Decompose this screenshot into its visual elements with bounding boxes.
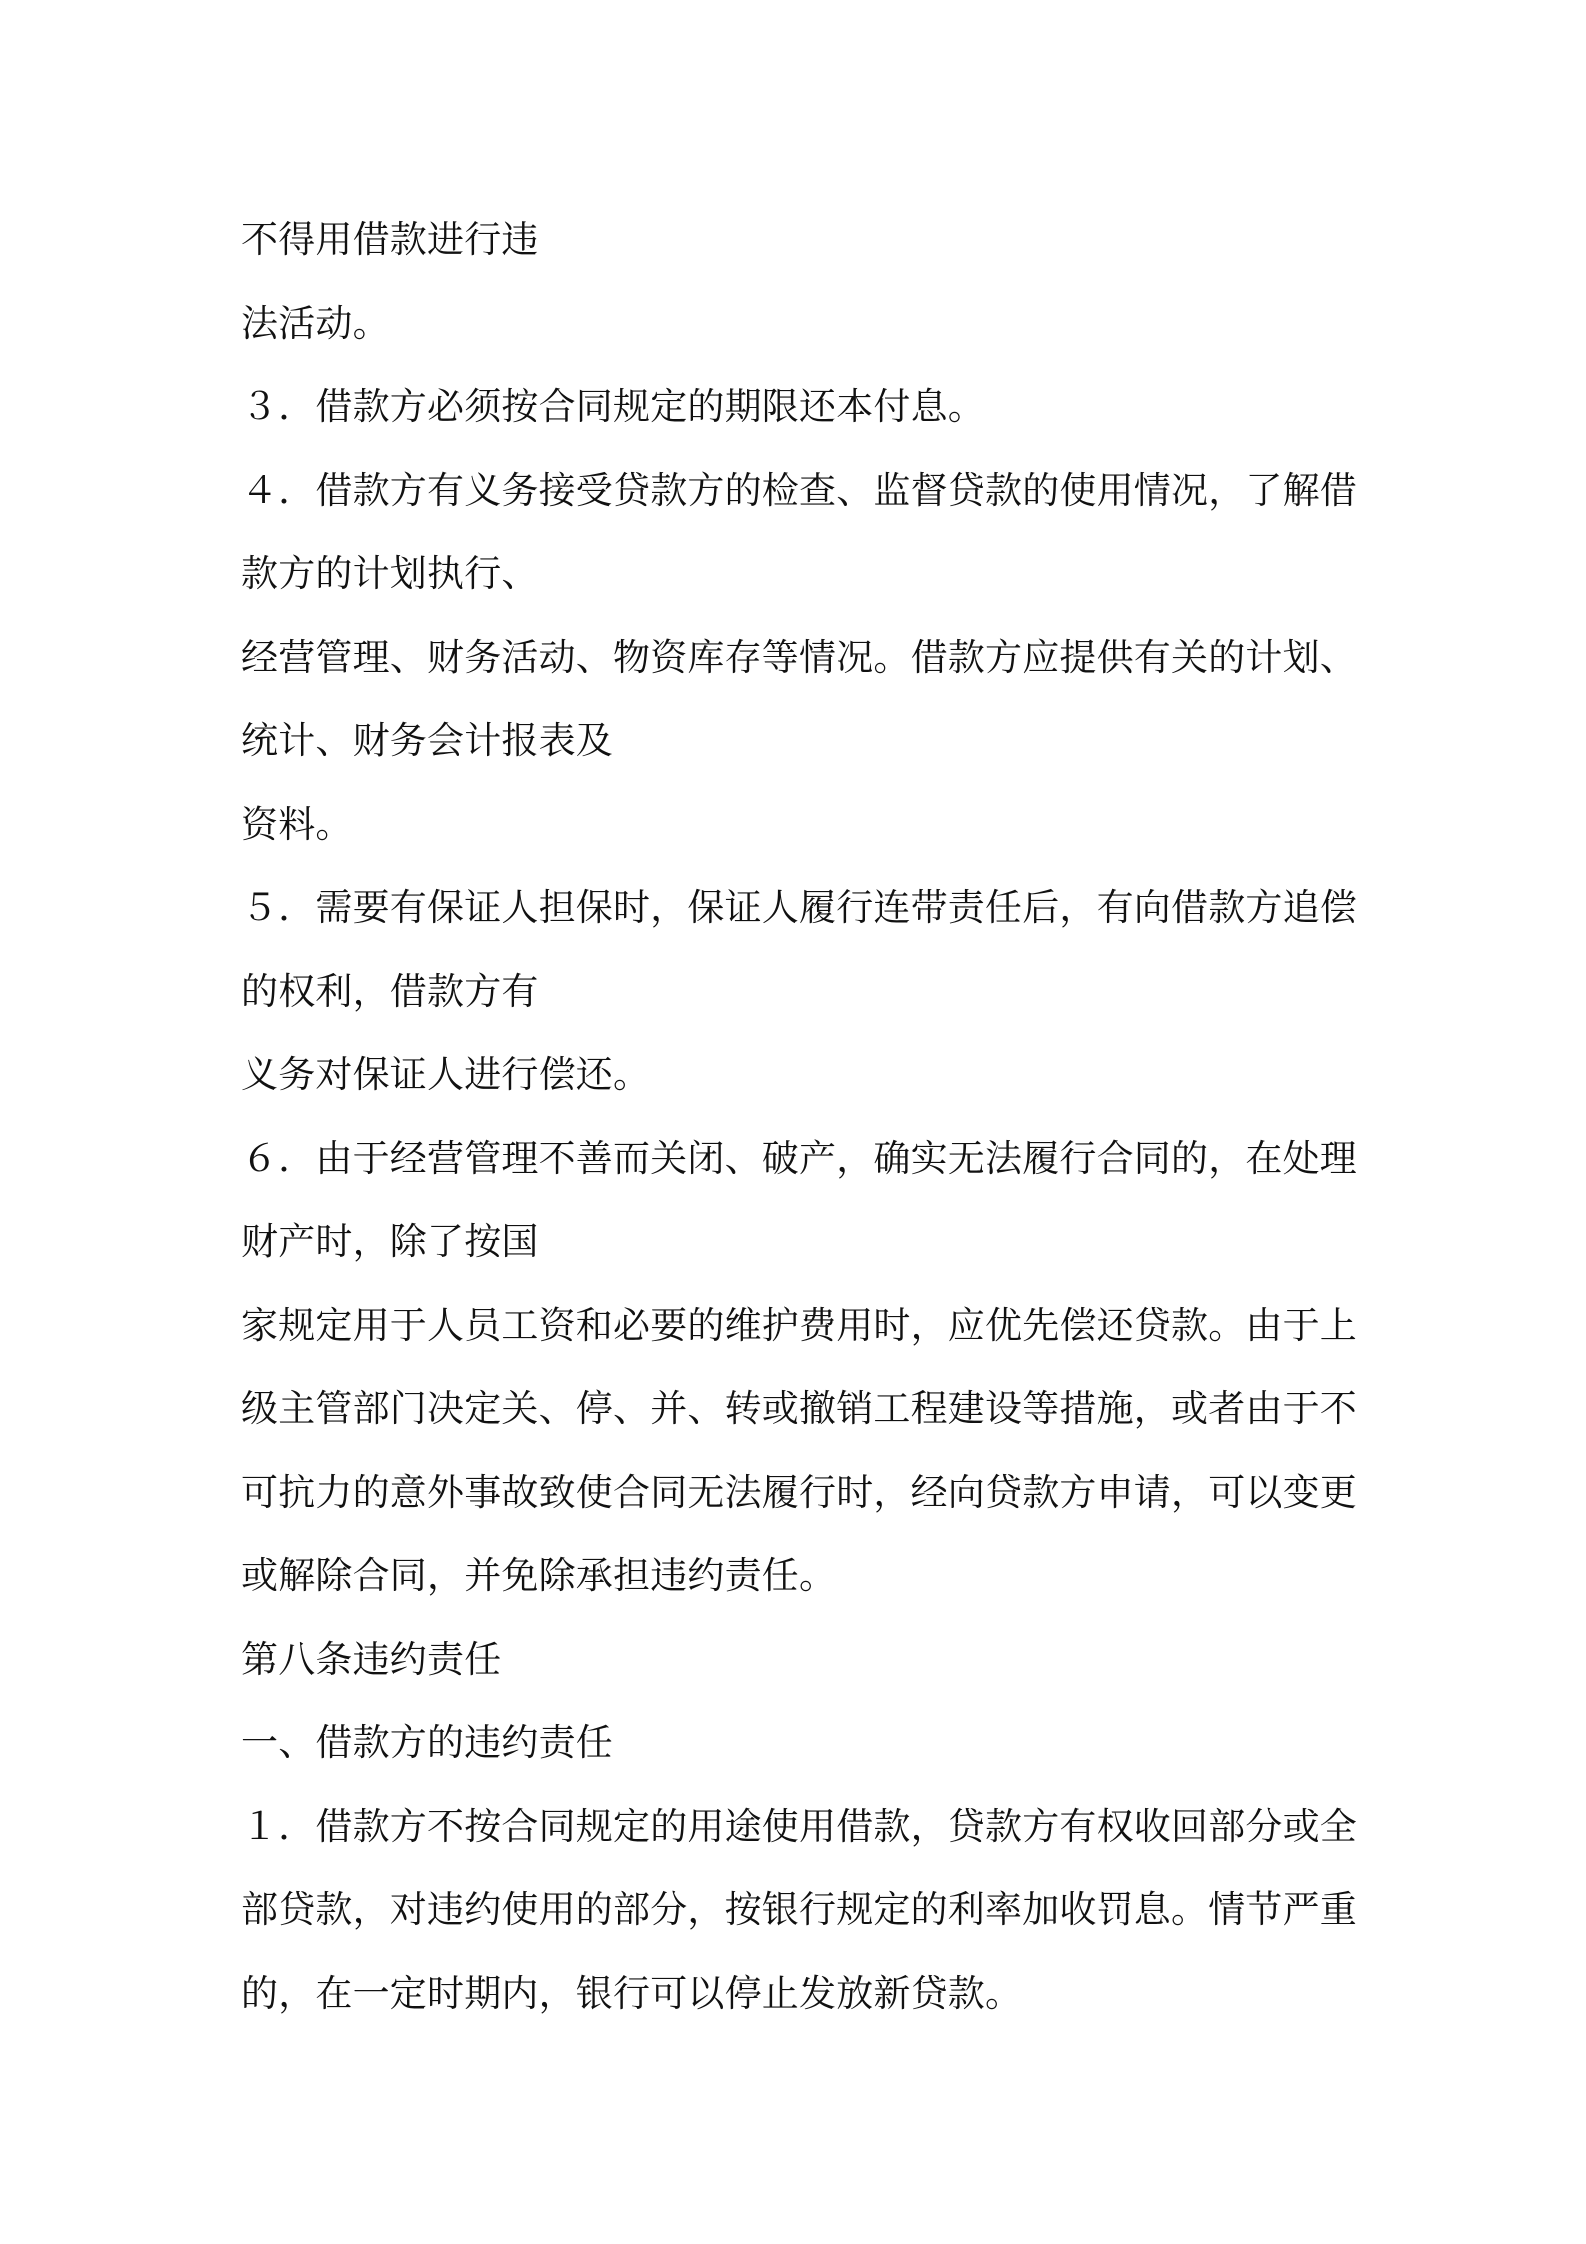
- clause-6: ６．由于经营管理不善而关闭、破产，确实无法履行合同的，在处理: [241, 1136, 1357, 1180]
- text-line: 或解除合同，并免除承担违约责任。: [241, 1554, 837, 1597]
- text-line: 可抗力的意外事故致使合同无法履行时，经向贷款方申请，可以变更: [241, 1470, 1357, 1514]
- section-heading: 第八条违约责任: [241, 1637, 502, 1681]
- text-line: 的权利，借款方有: [241, 969, 539, 1013]
- text-line: 统计、财务会计报表及: [241, 719, 613, 762]
- subsection-heading: 一、借款方的违约责任: [241, 1721, 613, 1764]
- text-line: 部贷款，对违约使用的部分，按银行规定的利率加收罚息。情节严重: [241, 1888, 1357, 1931]
- text-line: 的，在一定时期内，银行可以停止发放新贷款。: [241, 1971, 1023, 2015]
- document-body: [241, 198, 1361, 2035]
- text-line: 经营管理、财务活动、物资库存等情况。借款方应提供有关的计划、: [241, 635, 1357, 679]
- text-line: 款方的计划执行、: [241, 552, 539, 595]
- text-line: 财产时，除了按国: [241, 1220, 539, 1263]
- text-line: 级主管部门决定关、停、并、转或撤销工程建设等措施，或者由于不: [241, 1387, 1357, 1430]
- text-line: 义务对保证人进行偿还。: [241, 1053, 651, 1096]
- clause-5: ５．需要有保证人担保时，保证人履行连带责任后，有向借款方追偿: [241, 886, 1357, 929]
- text-line: 资料。: [241, 802, 353, 846]
- clause-1: １．借款方不按合同规定的用途使用借款，贷款方有权收回部分或全: [241, 1804, 1357, 1848]
- clause-4: ４．借款方有义务接受贷款方的检查、监督贷款的使用情况，了解借: [241, 468, 1357, 512]
- text-line: 法活动。: [241, 301, 390, 345]
- text-line: 不得用借款进行违: [241, 218, 539, 261]
- text-line: 家规定用于人员工资和必要的维护费用时，应优先偿还贷款。由于上: [241, 1303, 1357, 1347]
- clause-3: ３．借款方必须按合同规定的期限还本付息。: [241, 385, 985, 428]
